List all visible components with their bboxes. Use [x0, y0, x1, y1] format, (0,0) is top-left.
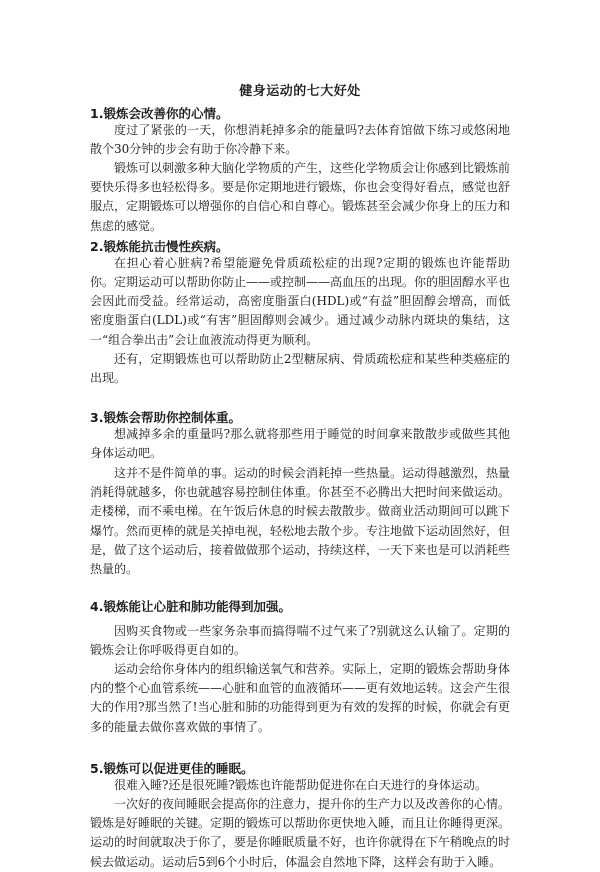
section-3-paragraph-1: 想减掉多余的重量吗?那么就将那些用于睡觉的时间拿来散散步或做些其他身体运动吧。 [90, 427, 510, 461]
section-4-paragraph-1: 因购买食物或一些家务杂事而搞得喘不过气来了?别就这么认输了。定期的锻炼会让你呼吸得更自如的。 [90, 624, 510, 658]
section-4-paragraph-2: 运动会给你身体内的组织输送氧气和营养。实际上，定期的锻炼会帮助身体内的整个心血管系统——心脏和血管的血液循环——更有效地运转。这会产生很大的作用?那当然了!当心脏和肺的功能得到更为有效的发挥的时候，你就会有更多的能量去做你喜欢做的事情了。 [90, 662, 511, 734]
section-3-heading: 3.锻炼会帮助你控制体重。 [90, 410, 241, 425]
section-1-paragraph-1: 度过了紧张的一天，你想消耗掉多余的能量吗?去体育馆做下练习或悠闲地散个30分钟的步会有助于你冷静下来。 [90, 123, 510, 157]
section-5-paragraph-2: 一次好的夜间睡眠会提高你的注意力，提升你的生产力以及改善你的心情。锻炼是好睡眠的关键。定期的锻炼可以帮助你更快地入睡，而且让你睡得更深。运动的时间就取决于你了，要是你睡眠质量不好，也许你就得在下午稍晚点的时候去做运动。运动后5到6个小时后，体温会自然地下降，这样会有助于入睡。 [90, 797, 511, 869]
section-1-heading: 1.锻炼会改善你的心情。 [90, 106, 229, 121]
section-2-heading: 2.锻炼能抗击慢性疾病。 [90, 239, 229, 254]
section-2-paragraph-3: 还有，定期锻炼也可以帮助防止2型糖尿病、骨质疏松症和某些种类癌症的出现。 [90, 352, 510, 386]
section-5-paragraph-1: 很难入睡?还是很死睡?锻炼也许能帮助促进你在白天进行的身体运动。 [114, 778, 487, 792]
section-3-paragraph-2: 这并不是件简单的事。运动的时候会消耗掉一些热量。运动得越激烈，热量消耗得就越多，你也就越容易控制住体重。你甚至不必腾出大把时间来做运动。走楼梯，而不乘电梯。在午饭后休息的时候去散散步。做商业活动期间可以跳下爆竹。然而更棒的就是关掉电视，轻松地去散个步。专注地做下运动固然好，但是，做了这个运动后，接着做做那个运动，持续这样，一天下来也是可以消耗些热量的。 [90, 466, 511, 577]
section-5-heading: 5.锻炼可以促进更佳的睡眠。 [90, 761, 254, 776]
document-title: 健身运动的七大好处 [239, 84, 361, 99]
section-2-paragraph-1: 在担心着心脏病?希望能避免骨质疏松症的出现?定期的锻炼也许能帮助你。 [90, 256, 510, 290]
section-1-paragraph-2: 锻炼可以刺激多种大脑化学物质的产生，这些化学物质会让你感到比锻炼前要快乐得多也轻松得多。要是你定期地进行锻炼，你也会变得好看点，感觉也舒服点，定期锻炼可以增强你的自信心和自尊心。锻炼甚至会减少你身上的压力和焦虑的感觉。 [90, 161, 511, 233]
section-2-paragraph-2: 定期运动可以帮助你防止——或控制——高血压的出现。你的胆固醇水平也会因此而受益。经常运动，高密度脂蛋白(HDL)或“有益”胆固醇会增高，而低密度脂蛋白(LDL)或“有害”胆固醇则会减少。通过减少动脉内斑块的集结，这一“组合拳出击”会让血液流动得更为顺利。 [90, 275, 511, 347]
section-4-heading: 4.锻炼能让心脏和肺功能得到加强。 [90, 599, 291, 614]
